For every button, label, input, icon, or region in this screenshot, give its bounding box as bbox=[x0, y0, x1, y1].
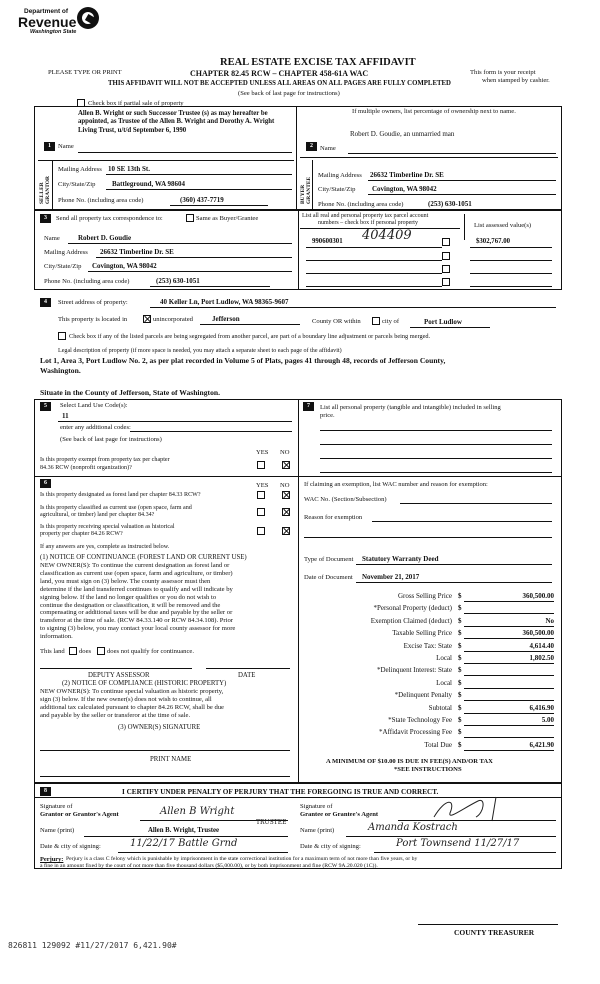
grantor-sig-label-2: Grantor or Grantor's Agent bbox=[40, 811, 119, 818]
same-as-buyer-label: Same as Buyer/Grantee bbox=[196, 215, 259, 222]
calc-row-dollar: $ bbox=[458, 728, 462, 737]
parcel-3-pp-checkbox[interactable] bbox=[442, 265, 450, 273]
calc-row-value[interactable]: 6,421.90 bbox=[529, 740, 554, 749]
situate-line: Situate in the County of Jefferson, State of Washington. bbox=[40, 388, 221, 397]
perjury-label: Perjury: bbox=[40, 856, 64, 863]
this-land-label: This land bbox=[40, 648, 65, 655]
grantee-name-value[interactable]: Amanda Kostrach bbox=[368, 822, 458, 833]
doc-date-label: Date of Document bbox=[304, 574, 353, 581]
grantee-signature[interactable] bbox=[420, 793, 520, 823]
seller-name-label: Name bbox=[58, 143, 74, 150]
calc-row-label: Gross Selling Price bbox=[397, 592, 452, 600]
tax-corr-name-label: Name bbox=[44, 235, 60, 242]
parcels-header-1: List all real and personal property tax parcel account bbox=[302, 213, 429, 219]
calc-row-dollar: $ bbox=[458, 740, 462, 749]
calc-row-dollar: $ bbox=[458, 604, 462, 613]
section-7-number: 7 bbox=[303, 402, 314, 411]
notice-line: sign (3) below. If the new owner(s) does not wish to continue, all bbox=[40, 695, 212, 703]
current-use-q2: agricultural, or timber) land per chapter 84.34? bbox=[40, 512, 155, 518]
historic-no-checkbox[interactable] bbox=[282, 527, 290, 535]
tax-corr-city-value[interactable]: Covington, WA 98042 bbox=[92, 262, 157, 270]
exempt-q-line2: 84.36 RCW (nonprofit organization)? bbox=[40, 465, 132, 471]
notice2-title: (2) NOTICE OF COMPLIANCE (HISTORIC PROPERTY) bbox=[62, 680, 227, 687]
exempt-yes-checkbox[interactable] bbox=[257, 461, 265, 469]
section-4-number: 4 bbox=[40, 298, 51, 307]
trustee-handwritten: TRUSTEE bbox=[256, 819, 287, 826]
exempt-q-line1: Is this property exempt from property tax per chapter bbox=[40, 457, 170, 463]
tax-corr-label: Send all property tax correspondence to: bbox=[56, 215, 163, 222]
calc-row-label: Exemption Claimed (deduct) bbox=[370, 616, 452, 625]
land-use-label: Select Land Use Code(s): bbox=[60, 402, 128, 409]
calc-row-dollar: $ bbox=[458, 616, 462, 625]
calc-row-value[interactable]: 360,500.00 bbox=[522, 629, 554, 638]
legal-desc-line1: Lot 1, Area 3, Port Ludlow No. 2, as per plat recorded in Volume 5 of Plats, pages 41 through 48, records of Jefferson County, bbox=[40, 356, 446, 365]
located-label: This property is located in bbox=[58, 316, 128, 323]
does-not-checkbox[interactable] bbox=[97, 647, 105, 655]
county-treasurer-label: COUNTY TREASURER bbox=[454, 928, 535, 937]
does-checkbox[interactable] bbox=[69, 647, 77, 655]
notice-line: NEW OWNER(S): To continue the current designation as forest land or bbox=[40, 562, 230, 569]
any-yes-note: If any answers are yes, complete as instructed below. bbox=[40, 544, 170, 550]
warning-line: THIS AFFIDAVIT WILL NOT BE ACCEPTED UNLESS ALL AREAS ON ALL PAGES ARE FULLY COMPLETED bbox=[108, 80, 451, 87]
logo-state: Washington State bbox=[30, 29, 77, 35]
exempt-no-checkbox[interactable] bbox=[282, 461, 290, 469]
forest-q: Is this property designated as forest land per chapter 84.33 RCW? bbox=[40, 492, 201, 498]
parcels-header-2: numbers – check box if personal property bbox=[318, 220, 418, 226]
seller-phone-value[interactable]: (360) 437-7719 bbox=[180, 196, 224, 204]
tax-corr-phone-label: Phone No. (including area code) bbox=[44, 278, 130, 285]
personal-label-2: price. bbox=[320, 412, 335, 419]
calc-row-value[interactable]: 5.00 bbox=[541, 716, 554, 724]
tax-corr-name-value[interactable]: Robert D. Goudie bbox=[78, 234, 132, 242]
buyer-phone-value[interactable]: (253) 630-1051 bbox=[428, 200, 472, 208]
parcel-1-pp-checkbox[interactable] bbox=[442, 238, 450, 246]
receipt-stamp: 826811 129092 #11/27/2017 6,421.90# bbox=[8, 941, 177, 950]
receipt-line2: when stamped by cashier. bbox=[482, 77, 550, 84]
calc-row-value[interactable]: 4,614.40 bbox=[529, 641, 554, 650]
s5-no: NO bbox=[280, 449, 290, 456]
section-1-number: 1 bbox=[44, 142, 55, 151]
tax-corr-city-label: City/State/Zip bbox=[44, 263, 82, 270]
notice1-body bbox=[40, 562, 294, 641]
see-back-label: (See back of last page for instructions) bbox=[60, 436, 162, 443]
perjury-text-1: Perjury is a class C felony which is punishable by imprisonment in the state correctional institution for a maximum term of not more than five years, or by bbox=[66, 856, 418, 862]
seller-mailing-label: Mailing Address bbox=[58, 166, 102, 173]
tax-corr-mailing-label: Mailing Address bbox=[44, 249, 88, 256]
wac-label: WAC No. (Section/Subsection) bbox=[304, 496, 387, 503]
seller-side-label: SELLER GRANTOR bbox=[39, 175, 51, 204]
calc-row-label: Local bbox=[436, 654, 452, 662]
section-8-number: 8 bbox=[40, 787, 51, 796]
doc-type-label: Type of Document bbox=[304, 556, 354, 563]
deputy-assessor-label: DEPUTY ASSESSOR bbox=[88, 672, 150, 679]
calc-row-dollar: $ bbox=[458, 678, 462, 687]
minimum-note: A MINIMUM OF $10.00 IS DUE IN FEE(S) AND/OR TAX bbox=[326, 758, 493, 765]
form-title: REAL ESTATE EXCISE TAX AFFIDAVIT bbox=[220, 57, 416, 68]
notice2-body bbox=[40, 688, 294, 720]
forest-yes-checkbox[interactable] bbox=[257, 491, 265, 499]
notice-line: classification as current use (open space, farm and agriculture, or timber) bbox=[40, 569, 233, 577]
notice-line: to signing (3) below, you may contact your local county assessor for more bbox=[40, 625, 236, 633]
section-2-number: 2 bbox=[306, 142, 317, 151]
calc-row-label: *State Technology Fee bbox=[388, 716, 452, 724]
calc-row-label: *Affidavit Processing Fee bbox=[379, 728, 452, 737]
buyer-side-label: BUYER GRANTEE bbox=[300, 176, 312, 204]
buyer-name-label: Name bbox=[320, 145, 336, 152]
grantor-signature[interactable]: Allen B Wright bbox=[160, 806, 235, 817]
multiple-owners-note: If multiple owners, list percentage of ownership next to name. bbox=[352, 108, 516, 115]
notice-line: land, you must sign on (3) below. The county assessor must then bbox=[40, 577, 211, 585]
street-label: Street address of property: bbox=[58, 299, 128, 306]
additional-codes-label: enter any additional codes: bbox=[60, 424, 131, 431]
logo-emblem-icon bbox=[77, 7, 99, 29]
parcel-number[interactable]: 990600301 bbox=[312, 238, 343, 245]
calc-row-dollar: $ bbox=[458, 703, 462, 712]
please-type: PLEASE TYPE OR PRINT bbox=[48, 69, 122, 76]
city-value[interactable]: Port Ludlow bbox=[424, 318, 462, 326]
tax-corr-mailing-value[interactable]: 26632 Timberline Dr. SE bbox=[100, 248, 174, 256]
grantor-name-value[interactable]: Allen B. Wright, Trustee bbox=[148, 827, 220, 834]
calc-row-dollar: $ bbox=[458, 654, 462, 662]
grantor-date-label: Date & city of signing: bbox=[40, 843, 101, 850]
calc-row-label: *Personal Property (deduct) bbox=[373, 604, 452, 613]
calc-row-label: *Delinquent Penalty bbox=[394, 691, 452, 700]
unincorporated-checkbox[interactable] bbox=[143, 315, 151, 323]
calc-row-label: Local bbox=[436, 678, 452, 687]
forest-no-checkbox[interactable] bbox=[282, 491, 290, 499]
notice-line: signing below. If the land no longer qualifies or you do not wish to bbox=[40, 593, 217, 601]
s6-yes: YES bbox=[256, 482, 269, 489]
assessor-date-label: DATE bbox=[238, 672, 256, 679]
grantee-date-label: Date & city of signing: bbox=[300, 843, 361, 850]
historic-q2: property per chapter 84.26 RCW? bbox=[40, 531, 123, 537]
partial-sale-label: Check box if partial sale of property bbox=[88, 100, 184, 107]
county-label: County OR within bbox=[312, 318, 361, 325]
exemption-label: If claiming an exemption, list WAC number and reason for exemption: bbox=[304, 481, 488, 488]
doc-date-value[interactable]: November 21, 2017 bbox=[362, 573, 420, 581]
within-city-checkbox[interactable] bbox=[372, 317, 380, 325]
street-value[interactable]: 40 Keller Ln, Port Ludlow, WA 98365-9607 bbox=[160, 298, 289, 306]
calc-row-dollar: $ bbox=[458, 629, 462, 638]
calc-row-dollar: $ bbox=[458, 641, 462, 650]
seller-mailing-value[interactable]: 10 SE 13th St. bbox=[108, 165, 151, 173]
calc-row-value[interactable]: 360,500.00 bbox=[522, 592, 554, 600]
unincorporated-label: unincorporated bbox=[153, 316, 193, 323]
county-value[interactable]: Jefferson bbox=[212, 315, 240, 323]
same-as-buyer-checkbox[interactable] bbox=[186, 214, 194, 222]
seller-phone-label: Phone No. (including area code) bbox=[58, 197, 144, 204]
notice-line: continue the designation or classification, it will be removed and the bbox=[40, 601, 221, 609]
notice-line: and payable by the seller or transferor at the time of sale. bbox=[40, 711, 191, 719]
instructions-note: (See back of last page for instructions) bbox=[238, 90, 340, 97]
s5-yes: YES bbox=[256, 449, 269, 456]
seller-city-value[interactable]: Battleground, WA 98604 bbox=[112, 180, 186, 188]
personal-label-1: List all personal property (tangible and intangible) included in selling bbox=[320, 404, 501, 411]
buyer-mailing-label: Mailing Address bbox=[318, 172, 362, 179]
buyer-mailing-value[interactable]: 26632 Timberline Dr. SE bbox=[370, 171, 444, 179]
current-use-no-checkbox[interactable] bbox=[282, 508, 290, 516]
logo-revenue: Revenue bbox=[18, 14, 77, 30]
perjury-text-2: a fine in an amount fixed by the court of not more than five thousand dollars ($5,000.00), or by both imprisonment and fine (RCW 9A.20.020 (1C)). bbox=[40, 863, 378, 869]
notice-line: information. bbox=[40, 633, 73, 641]
segregated-checkbox[interactable] bbox=[58, 332, 66, 340]
section-5-number: 5 bbox=[40, 402, 51, 411]
calc-row-value[interactable]: 1,802.50 bbox=[529, 654, 554, 662]
parcel-4-pp-checkbox[interactable] bbox=[442, 278, 450, 286]
calc-row-label: Taxable Selling Price bbox=[392, 629, 452, 638]
current-use-q1: Is this property classified as current use (open space, farm and bbox=[40, 505, 192, 511]
parcel-assessed-value[interactable]: $302,767.00 bbox=[476, 238, 510, 245]
calc-row-dollar: $ bbox=[458, 716, 462, 724]
calc-row-label: Total Due bbox=[424, 740, 452, 749]
buyer-city-label: City/State/Zip bbox=[318, 186, 356, 193]
notice-line: NEW OWNER(S): To continue special valuation as historic property, bbox=[40, 688, 224, 695]
print-name-label: PRINT NAME bbox=[150, 756, 192, 763]
historic-yes-checkbox[interactable] bbox=[257, 527, 265, 535]
receipt-line1: This form is your receipt bbox=[470, 69, 536, 76]
buyer-city-value[interactable]: Covington, WA 98042 bbox=[372, 185, 437, 193]
calc-row-label: *Delinquent Interest: State bbox=[376, 666, 452, 675]
logo-dept: Department of bbox=[24, 8, 69, 15]
calc-row-label: Subtotal bbox=[428, 703, 452, 712]
parcel-2-pp-checkbox[interactable] bbox=[442, 252, 450, 260]
legal-desc-line2: Washington. bbox=[40, 366, 81, 375]
notice-line: determine if the land transferred continues to qualify and will indicate by bbox=[40, 585, 233, 593]
seller-name-value: Allen B. Wright or such Successor Trustee (s) as may hereafter be appointed, as Trustee of the Allen B. Wright and Dorothy A. Wright Living Trust, u/t/d September 6, 1990 bbox=[78, 110, 275, 134]
buyer-phone-label: Phone No. (including area code) bbox=[318, 201, 404, 208]
tax-corr-phone-value[interactable]: (253) 630-1051 bbox=[156, 277, 200, 285]
see-instructions: *SEE INSTRUCTIONS bbox=[394, 766, 462, 773]
grantee-date-value[interactable]: Port Townsend 11/27/17 bbox=[396, 838, 520, 849]
segregated-label: Check box if any of the listed parcels are being segregated from another parcel, are part of a boundary line adjustment or parcels being merged. bbox=[69, 333, 431, 340]
notice-line: transferor at the time of sale. (RCW 84.33.140 or RCW 84.34.108). Prior bbox=[40, 617, 233, 625]
section-3-number: 3 bbox=[40, 214, 51, 223]
city-of-label: city of bbox=[382, 318, 400, 325]
does-not-label: does not qualify for continuance. bbox=[107, 648, 194, 655]
legal-desc-label: Legal description of property (if more space is needed, you may attach a separate sheet to each page of the affidavit) bbox=[58, 348, 342, 354]
seller-city-label: City/State/Zip bbox=[58, 181, 96, 188]
grantor-date-value[interactable]: 11/22/17 Battle Grnd bbox=[130, 838, 238, 849]
calc-row-value[interactable]: No bbox=[545, 616, 554, 625]
grantee-sig-label-1: Signature of bbox=[300, 803, 333, 810]
certify-title: I CERTIFY UNDER PENALTY OF PERJURY THAT THE FOREGOING IS TRUE AND CORRECT. bbox=[122, 788, 439, 796]
doc-type-value[interactable]: Statutory Warranty Deed bbox=[362, 555, 439, 563]
calc-row-label: Excise Tax: State bbox=[403, 641, 452, 650]
calc-row-value[interactable]: 6,416.90 bbox=[529, 703, 554, 712]
parcel-handwritten: 404409 bbox=[362, 228, 412, 243]
s6-no: NO bbox=[280, 482, 290, 489]
assessed-header: List assessed value(s) bbox=[474, 222, 532, 229]
chapter-ref: CHAPTER 82.45 RCW – CHAPTER 458-61A WAC bbox=[190, 69, 369, 78]
does-label: does bbox=[79, 648, 92, 655]
grantee-sig-label-2: Grantee or Grantee's Agent bbox=[300, 811, 379, 818]
grantee-name-label: Name (print) bbox=[300, 827, 335, 834]
calc-row-dollar: $ bbox=[458, 592, 462, 600]
reason-label: Reason for exemption bbox=[304, 514, 363, 521]
current-use-yes-checkbox[interactable] bbox=[257, 508, 265, 516]
grantor-sig-label-1: Signature of bbox=[40, 803, 73, 810]
grantor-name-label: Name (print) bbox=[40, 827, 75, 834]
owner-sig-label: (3) OWNER(S) SIGNATURE bbox=[118, 724, 201, 731]
calc-row-dollar: $ bbox=[458, 666, 462, 675]
land-use-code[interactable]: 11 bbox=[62, 412, 69, 420]
notice-line: compensating or additional taxes will be due and payable by the seller or bbox=[40, 609, 233, 617]
notice1-title: (1) NOTICE OF CONTINUANCE (FOREST LAND OR CURRENT USE) bbox=[40, 554, 247, 561]
notice-line: additional tax calculated pursuant to chapter 84.26 RCW, shall be due bbox=[40, 703, 224, 711]
calc-row-dollar: $ bbox=[458, 691, 462, 700]
section-6-number: 6 bbox=[40, 479, 51, 488]
historic-q1: Is this property receiving special valuation as historical bbox=[40, 524, 175, 530]
buyer-name-value: Robert D. Goudie, an unmarried man bbox=[350, 130, 455, 138]
